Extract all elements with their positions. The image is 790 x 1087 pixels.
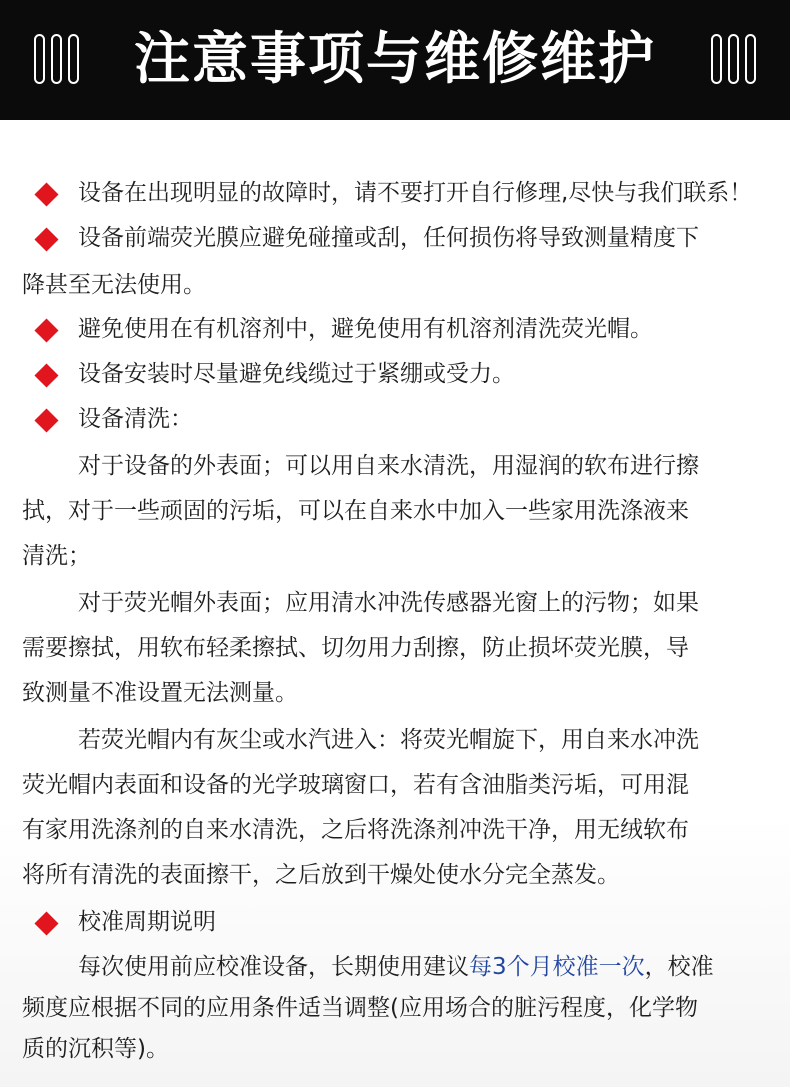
notice-content bbox=[0, 120, 790, 1087]
paragraph-line: 致测量不准设置无法测量。 bbox=[22, 680, 298, 706]
paragraph-line: 有家用洗涤剂的自来水清洗，之后将洗涤剂冲洗干净，用无绒软布 bbox=[22, 817, 689, 843]
section-heading: 校准周期说明 bbox=[78, 909, 216, 935]
calibration-text: 每次使用前应校准设备，长期使用建议 bbox=[78, 954, 469, 980]
calibration-text: ，校准 bbox=[644, 954, 714, 980]
header-banner bbox=[0, 0, 790, 120]
bullet-diamond-icon bbox=[34, 227, 58, 251]
decorative-bars-right bbox=[711, 34, 756, 84]
calibration-line bbox=[78, 952, 714, 982]
paragraph-line: 将所有清洗的表面擦干，之后放到干燥处使水分完全蒸发。 bbox=[22, 862, 620, 888]
bullet-line: 设备安装时尽量避免线缆过于紧绷或受力。 bbox=[78, 361, 515, 387]
bullet-diamond-icon bbox=[34, 408, 58, 432]
decorative-bar bbox=[711, 34, 722, 84]
decorative-bar bbox=[728, 34, 739, 84]
decorative-bar bbox=[745, 34, 756, 84]
page-title: 注意事项与维修维护 bbox=[134, 27, 656, 92]
bullet-diamond-icon bbox=[34, 363, 58, 387]
calibration-line: 频度应根据不同的应用条件适当调整(应用场合的脏污程度，化学物 bbox=[22, 995, 698, 1021]
bullet-line: 设备清洗： bbox=[78, 406, 193, 432]
paragraph-line: 荧光帽内表面和设备的光学玻璃窗口，若有含油脂类污垢，可用混 bbox=[22, 772, 689, 798]
bullet-line-continued: 降甚至无法使用。 bbox=[22, 272, 206, 298]
paragraph-line: 清洗； bbox=[22, 543, 91, 569]
bullet-line: 避免使用在有机溶剂中，避免使用有机溶剂清洗荧光帽。 bbox=[78, 316, 653, 342]
calibration-highlight: 每3个月校准一次 bbox=[469, 954, 645, 980]
paragraph-line: 对于设备的外表面；可以用自来水清洗，用湿润的软布进行擦 bbox=[78, 453, 699, 479]
calibration-line: 质的沉积等)。 bbox=[22, 1036, 169, 1062]
bullet-diamond-icon bbox=[34, 911, 58, 935]
paragraph-line: 若荧光帽内有灰尘或水汽进入：将荧光帽旋下，用自来水冲洗 bbox=[78, 727, 699, 753]
paragraph-line: 拭，对于一些顽固的污垢，可以在自来水中加入一些家用洗涤液来 bbox=[22, 498, 689, 524]
bullet-diamond-icon bbox=[34, 318, 58, 342]
bullet-line: 设备在出现明显的故障时，请不要打开自行修理,尽快与我们联系！ bbox=[78, 180, 753, 206]
paragraph-line: 对于荧光帽外表面；应用清水冲洗传感器光窗上的污物；如果 bbox=[78, 590, 699, 616]
paragraph-line: 需要擦拭，用软布轻柔擦拭、切勿用力刮擦，防止损坏荧光膜，导 bbox=[22, 635, 689, 661]
bullet-diamond-icon bbox=[34, 182, 58, 206]
bullet-line: 设备前端荧光膜应避免碰撞或刮，任何损伤将导致测量精度下 bbox=[78, 225, 699, 251]
